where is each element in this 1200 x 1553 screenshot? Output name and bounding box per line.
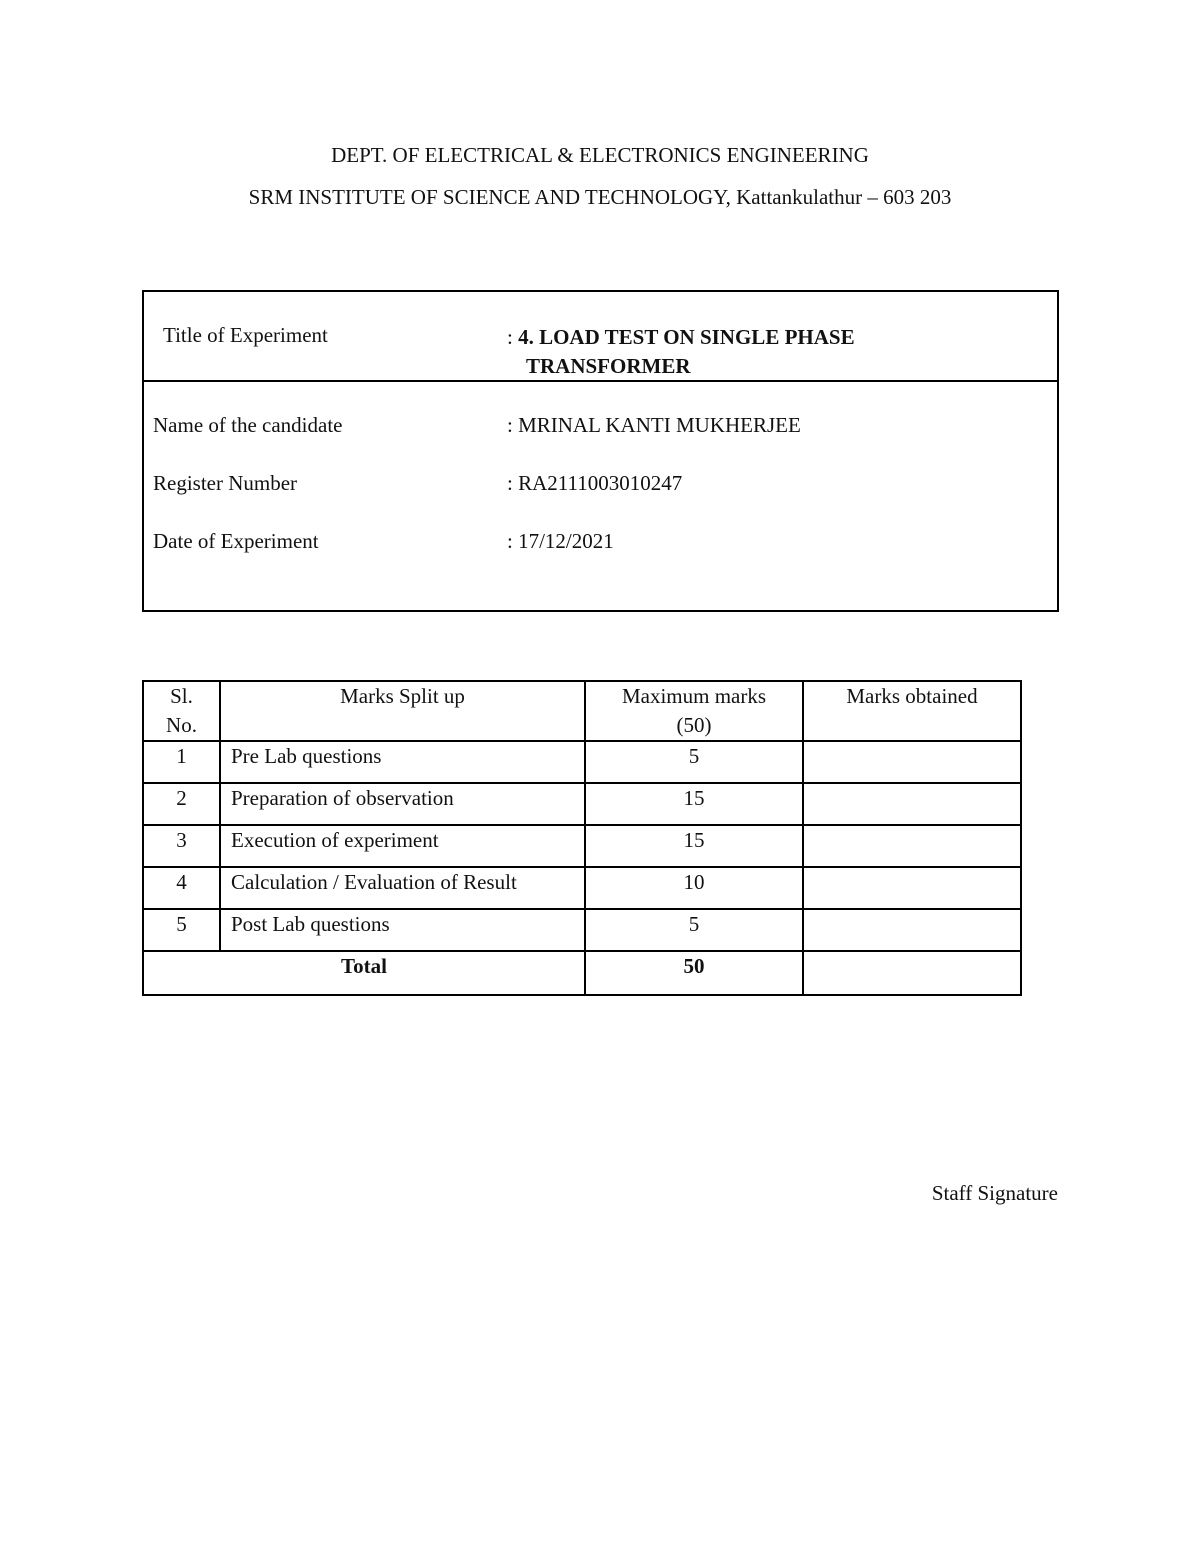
header-sl-line-1: Sl. (170, 684, 193, 708)
row-obtained (803, 741, 1021, 783)
row-obtained (803, 825, 1021, 867)
header-maximum-marks (585, 681, 803, 741)
marks-table (142, 680, 1022, 996)
row-max: 15 (585, 783, 803, 825)
row-max: 5 (585, 909, 803, 951)
row-sl: 2 (143, 783, 220, 825)
row-obtained (803, 867, 1021, 909)
title-line-1: 4. LOAD TEST ON SINGLE PHASE (518, 325, 855, 349)
row-max: 5 (585, 741, 803, 783)
row-item: Execution of experiment (220, 825, 585, 867)
date-value: : 17/12/2021 (507, 529, 614, 553)
row-obtained (803, 783, 1021, 825)
title-colon: : (507, 325, 519, 349)
table-row (143, 825, 1021, 867)
total-max: 50 (585, 951, 803, 995)
institute-heading: SRM INSTITUTE OF SCIENCE AND TECHNOLOGY, Kattankulathur – 603 203 (248, 185, 952, 209)
title-line-2: TRANSFORMER (526, 354, 691, 378)
table-row (143, 741, 1021, 783)
header-max-line-2: (50) (676, 713, 712, 737)
experiment-info-box (142, 290, 1059, 612)
header-marks-obtained: Marks obtained (803, 681, 1021, 741)
table-row (143, 867, 1021, 909)
row-sl: 5 (143, 909, 220, 951)
total-obtained (803, 951, 1021, 995)
register-label: Register Number (153, 471, 298, 495)
date-label: Date of Experiment (153, 529, 319, 553)
row-max: 15 (585, 825, 803, 867)
row-item: Calculation / Evaluation of Result (220, 867, 585, 909)
candidate-value: : MRINAL KANTI MUKHERJEE (507, 413, 801, 437)
title-label: Title of Experiment (163, 323, 328, 347)
candidate-label: Name of the candidate (153, 413, 343, 437)
row-sl: 3 (143, 825, 220, 867)
row-sl: 1 (143, 741, 220, 783)
table-header-row (143, 681, 1021, 741)
header-max-line-1: Maximum marks (621, 684, 767, 708)
row-sl: 4 (143, 867, 220, 909)
total-label: Total (143, 951, 585, 995)
table-row (143, 909, 1021, 951)
register-value: : RA2111003010247 (507, 471, 683, 495)
row-item: Post Lab questions (220, 909, 585, 951)
table-row (143, 783, 1021, 825)
experiment-title-row (144, 292, 1057, 382)
row-obtained (803, 909, 1021, 951)
header-marks-split: Marks Split up (220, 681, 585, 741)
header-sl-line-2: No. (166, 713, 197, 737)
department-heading: DEPT. OF ELECTRICAL & ELECTRONICS ENGINEERING (331, 143, 869, 167)
staff-signature-label: Staff Signature (931, 1181, 1058, 1205)
row-max: 10 (585, 867, 803, 909)
row-item: Pre Lab questions (220, 741, 585, 783)
row-item: Preparation of observation (220, 783, 585, 825)
header-sl-no (143, 681, 220, 741)
total-row (143, 951, 1021, 995)
experiment-title (507, 323, 855, 381)
